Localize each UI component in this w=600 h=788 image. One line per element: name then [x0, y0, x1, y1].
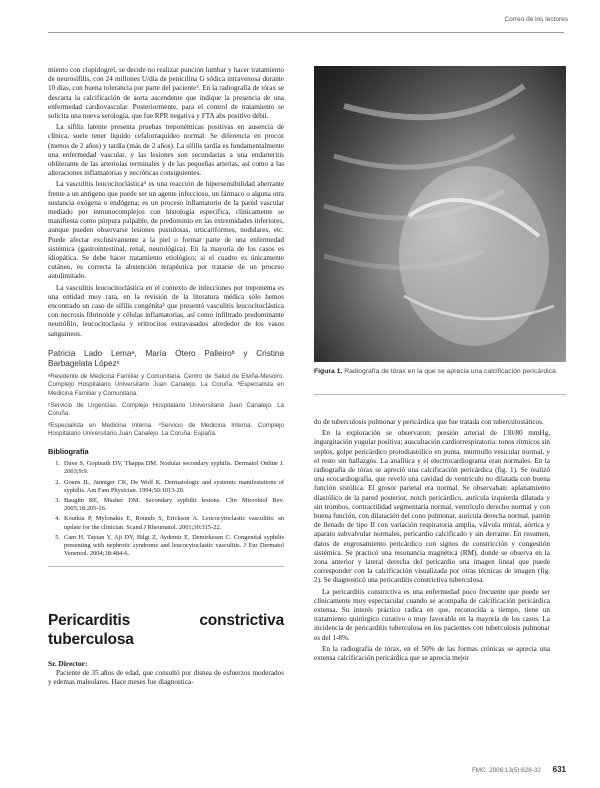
affiliation: ᵈEspecialista en Medicina Interna. ᵉServicio de Medicina Interna. Complejo Hospitalario Universitario Juan Canalejo. La Coruña. España. — [48, 421, 284, 438]
chest-xray-figure — [314, 66, 566, 362]
right-column — [314, 418, 550, 665]
body-paragraph: La sífilis latente presenta pruebas treponémicas positivas en ausencia de clínica, suele tener líquido cefalorraquídeo normal. Se diferencia en precoz (menos de 2 años) y tardía (más de 2 años). La sífilis tardía es fundamentalmente una enfermedad vascular, y las lesiones son secundarias a una endarteritis obliterante de las arteriolas terminales y de las pequeñas arterias, así como a las alteraciones inflamatorias y necróticas consiguientes. — [48, 123, 284, 178]
reference-item: 1. Dave S, Gopinath DV, Thappa DM. Nodular secondary syphilis. Dermatol Online J. 2003;9:9. — [55, 460, 284, 476]
body-paragraph: do de tuberculosis pulmonar y pericárdica que fue tratada con tuberculostáticos. — [314, 418, 544, 426]
reference-item: 3. Baughn RE, Musher DM. Secondary syphilit lesions. Clin Microbiol Rev. 2005;18:205-16. — [55, 497, 284, 513]
body-paragraph: La vasculitis leucocitoclástica en el contexto de infecciones por treponema es una entidad muy rara, en la revisión de la literatura médica sólo hemos encontrado un caso de sífilis congénita⁵ que presentó vasculitis leucocitoclástica con necrosis fibrinoide y células inflamatorias, así como infiltrado predominante neutrófilo, leucocitoclasia y eritrocitos extravasados alrededor de los vasos sanguíneos. — [48, 283, 284, 338]
article-title: Pericarditis constrictiva tuberculosa — [48, 612, 284, 649]
page-footer — [472, 765, 566, 774]
body-paragraph: En la exploración se observaron: presión arterial de 130/80 mmHg, ingurgitación yugular positiva; auscultación cardiorrespiratoria: tonos rítmicos sin soplos, golpe pericárdico protodiastólico en punta, murmullo vesicular normal, y el resto sin hallazgos. La analítica y el electrocardiograma eran normales. En la radiografía de tórax se apreció una calcificación pericárdica (fig. 1). Se realizó una ecocardiografía, que reveló una cavidad de ventrículo no dilatada con buena función sistólica. El grosor parietal era normal. Se observaban: aplanamiento diastólico de la pared posterior, notch pericárdico, aurícula izquierda dilatada y sin trombos, contractilidad segmentaria normal, ventrículo derecho normal y con buena función, con dilatación del cono pulmonar, aurícula derecha normal, patrón de llenado de tipo II con variación respiratoria amplia, válvula mitral, aórtica y aparato subvalvular normales, pericardio calcificado y sin derrame. En resumen, datos de engrosamiento pericárdico con signos de constricción y congestión sistémica. Se practicó una resonancia magnética (RM), donde se observa en la zona anterior y lateral derecha del pericardio una imagen lineal que puede corresponder con la calcificación visualizada por otras técnicas de imagen (fig. 2). Se diagnosticó una pericarditis constrictiva tuberculosa. — [314, 429, 551, 585]
body-paragraph: Paciente de 35 años de edad, que consultó por disnea de esfuerzos moderados y edemas maleolares. Hace meses fue diagnostica- — [48, 668, 284, 686]
left-column — [48, 66, 284, 689]
xray-image — [314, 66, 566, 362]
section-divider — [48, 566, 284, 567]
body-paragraph: La vasculitis leucocitoclástica⁴ es una reacción de hipersensibilidad aberrante frente a un antígeno que puede ser un agente infeccioso, un fármaco o alguna otra sustancia exógena o endógena; es un proceso inflamatorio de la pared vascular mediado por inmunocomplejos con histología específica, clínicamente se manifiesta como púrpura palpable, de predominio en las extremidades inferiores, aunque pueden observarse lesiones pustulosas, urticariformes, nodulares, etc. Puede afectar exclusivamente a la piel o formar parte de una enfermedad sistémica (gastrointestinal, renal, neurológica). En la mayoría de los casos es idiopática. Se debe hacer tratamiento etiológico; si el cuadro es únicamente cutáneo, es correcta la abstención terapéutica por tratarse de un proceso autolimitado. — [48, 180, 284, 281]
reference-item: 2. Goens JL, Janniger CK, De Wolf K. Dermatologic and systemic manifestations of syphilis. Am Fam Physician. 1994;50:1013-20. — [55, 478, 284, 494]
caption-rule — [314, 394, 566, 395]
body-paragraph: La pericarditis constrictiva es una enfermedad poco frecuente que puede ser clínicamente muy espectacular cuando se acompaña de calcificación pericárdica extensa. Su interés práctico radica en que, reconocida a tiempo, tiene un tratamiento quirúrgico curativo o muy favorable en la mayoría de los casos. La incidencia de pericarditis tuberculosa en los pacientes con tuberculosis pulmonar es del 1-8%. — [314, 587, 550, 642]
running-header: Correo de los lectores — [504, 16, 568, 23]
bibliography-heading: Bibliografía — [48, 447, 89, 457]
reference-list — [48, 460, 284, 558]
salutation: Sr. Director: — [48, 659, 88, 669]
figure-caption-text: Radiografía de tórax en la que se aprecia una calcificación pericárdica. — [344, 368, 558, 375]
author-list: Patricia Lado Lemaᵃ, María Otero Palleiroᵇ y Cristina Barbagelata Lópezᶜ — [48, 348, 284, 369]
journal-citation: FMC. 2006;13(5):628-32 — [471, 767, 541, 774]
figure-label: Figura 1. — [314, 368, 343, 375]
affiliation: ᶜServicio de Urgencias. Complejo Hospitalario Universitario Juan Canalejo. La Coruña. — [48, 401, 284, 418]
reference-item: 5. Cam H, Taytan Y, Aji DY, Bilgi Z, Aydemir E, Demirkesen C. Congenital syphilis presenting with nephrotic syndrome and leucocytoclastic vasculitis. J Eur Dermatol Venereol. 2004;18:484-6. — [55, 533, 284, 558]
body-paragraph: En la radiografía de tórax, en el 50% de las formas crónicas se aprecia una extensa calcificación pericárdica que se aprecia mejor — [314, 644, 550, 663]
header-rule — [48, 32, 564, 33]
affiliation: ᵃResidente de Medicina Familiar y Comunitaria. Centro de Salud de Elviña-Mesoiro. Complejo Hospitalario Universitario Juan Canalejo. La Coruña. ᵇEspecialista en Medicina Familiar y Comunitaria. — [48, 372, 284, 398]
page-number: 631 — [552, 765, 566, 774]
body-paragraph: miento con clopidogrel, se decide no realizar punción lumbar y hacer tratamiento de neurosífilis, con 24 millones U/día de penicilina G sódica intravenosa durante 10 días, con buena tolerancia por parte del paciente³. En la radiografía de tórax se descarta la calcificación de aorta ascendente que indique la presencia de una enfermedad cardiovascular. Posteriormente, para el control de tratamiento se solicita una nueva serología, que fue RPR negativa y FTA abs positivo débil. — [48, 66, 284, 121]
reference-item: 4. Koutkia P, Mylonakis E, Rounds S, Erickson A. Leucocytoclastic vasculitis: an update for the clinician. Scand J Rheumatol. 2001;30:315-22. — [55, 515, 284, 531]
figure-caption — [314, 368, 566, 377]
